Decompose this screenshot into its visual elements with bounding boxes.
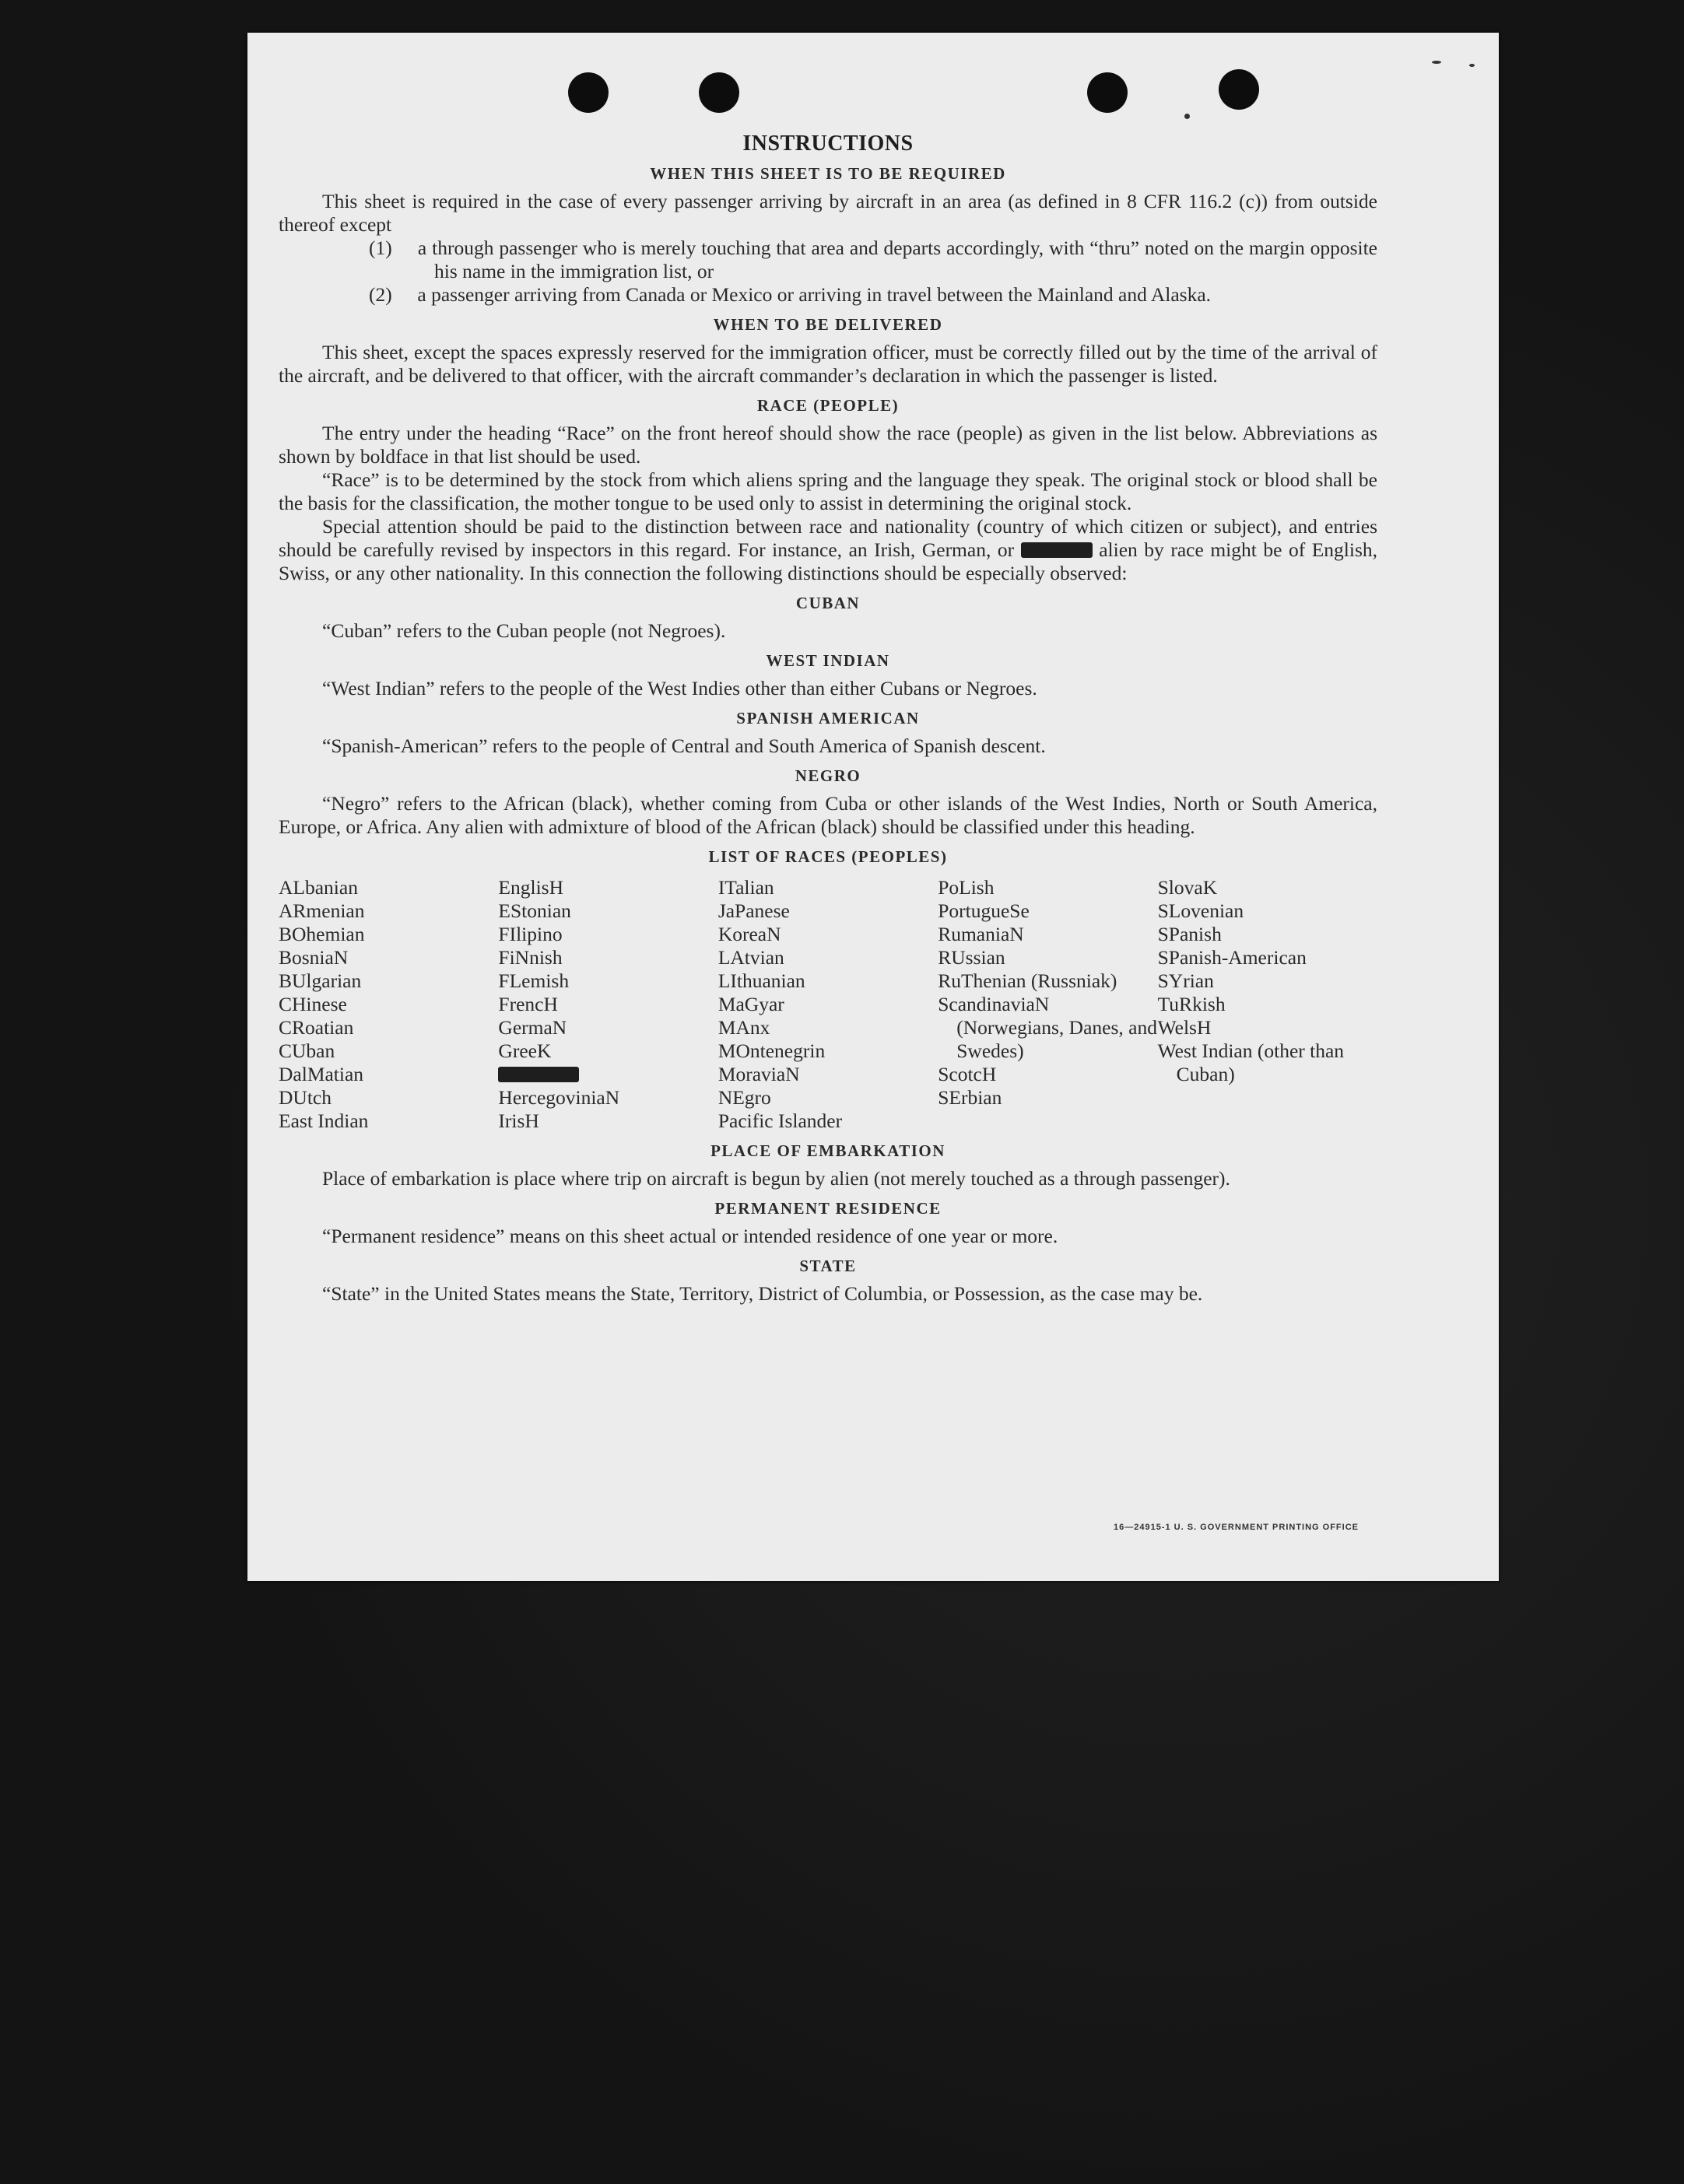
required-item-1 [279, 237, 1377, 283]
race-entry: IrisH [498, 1110, 539, 1132]
item-text: a passenger arriving from Canada or Mexico or arriving in travel between the Mainland and Alaska. [417, 283, 1212, 306]
race-column [1158, 876, 1377, 1133]
item-number: (1) [369, 237, 392, 259]
race-entry: SLovenian [1157, 899, 1244, 922]
section-heading-spanish-american: SPANISH AMERICAN [736, 709, 920, 727]
race-paragraph-3-part-a: Special attention should be paid to the distinction between race and nationality (country of which citizen or subject), and entries should be carefully revised by inspectors in this regard. For instance, an Irish, German, or [279, 515, 1377, 561]
residence-text: “Permanent residence” means on this sheet actual or intended residence of one year or more. [322, 1225, 1058, 1247]
race-entry: East Indian [279, 1110, 369, 1132]
race-entry: RUssian [938, 946, 1005, 969]
race-entry: WelsH [1157, 1016, 1212, 1039]
section-heading-negro: NEGRO [795, 766, 861, 785]
punch-hole [1219, 69, 1259, 110]
section-heading-cuban: CUBAN [795, 594, 861, 612]
race-entry: MAnx [717, 1016, 770, 1039]
race-entry: SYrian [1157, 969, 1214, 992]
race-entry: DalMatian [279, 1063, 364, 1085]
speck [1432, 61, 1441, 64]
race-column [498, 876, 717, 1133]
race-paragraph-2: “Race” is to be determined by the stock from which aliens spring and the language they speak. The original stock or blood shall be the basis for the classification, the mother tongue to be used only to assist in determining the original stock. [279, 468, 1377, 514]
race-entry: FrencH [498, 993, 558, 1015]
race-entry: CUban [279, 1039, 335, 1062]
redaction-mark [498, 1067, 579, 1082]
race-entry: EStonian [498, 899, 571, 922]
race-entry: RumaniaN [938, 923, 1024, 945]
speck [1184, 114, 1190, 119]
race-entry: ScandinaviaN (Norwegians, Danes, and Swedes) [938, 993, 1157, 1062]
race-entry: SErbian [938, 1086, 1002, 1109]
section-heading-race: RACE (PEOPLE) [756, 396, 900, 415]
document-page [247, 33, 1499, 1581]
race-entry: ITalian [717, 876, 774, 899]
state-text: “State” in the United States means the State, Territory, District of Columbia, or Possession, as the case may be. [322, 1282, 1203, 1305]
section-heading-list-of-races: LIST OF RACES (PEOPLES) [708, 847, 948, 866]
race-entry: MoraviaN [717, 1063, 800, 1085]
delivered-text: This sheet, except the spaces expressly reserved for the immigration officer, must be correctly filled out by the time of the arrival of the aircraft, and be delivered to that officer, with the aircraft commander’s declaration in which the passenger is listed. [279, 341, 1377, 387]
redaction-mark [1021, 542, 1093, 558]
race-entry: PoLish [938, 876, 995, 899]
section-heading-delivered: WHEN TO BE DELIVERED [713, 315, 943, 334]
printing-office-footer: 16—24915-1 U. S. GOVERNMENT PRINTING OFFICE [1113, 1523, 1359, 1532]
race-entry: ALbanian [279, 876, 358, 899]
item-number: (2) [369, 283, 392, 306]
race-entry: MOntenegrin [717, 1039, 826, 1062]
embarkation-text: Place of embarkation is place where trip on aircraft is begun by alien (not merely touched as a through passenger). [322, 1167, 1230, 1190]
race-entry: EnglisH [498, 876, 563, 899]
race-column [279, 876, 498, 1133]
race-paragraph-3-part-b: alien by race might be of English, Swiss, or any other nationality. In this connection the following distinctions should be especially observed: [279, 538, 1378, 584]
race-entry: BUlgarian [279, 969, 362, 992]
required-intro: This sheet is required in the case of every passenger arriving by aircraft in an area (as defined in 8 CFR 116.2 (c)) from outside thereof except [279, 190, 1377, 236]
race-entry: KoreaN [717, 923, 781, 945]
instructions-content [279, 132, 1377, 1306]
spanish-american-text: “Spanish-American” refers to the people of Central and South America of Spanish descent. [322, 734, 1046, 757]
race-entry: RuThenian (Russniak) [938, 969, 1117, 992]
race-paragraph-1: The entry under the heading “Race” on the front hereof should show the race (people) as given in the list below. Abbreviations as shown by boldface in that list should be used. [279, 422, 1377, 468]
required-item-2 [279, 283, 1377, 307]
cuban-text: “Cuban” refers to the Cuban people (not Negroes). [322, 619, 726, 642]
race-entry: HercegoviniaN [498, 1086, 620, 1109]
punch-hole [699, 72, 739, 113]
race-entry: JaPanese [717, 899, 790, 922]
race-entry: GreeK [498, 1039, 552, 1062]
section-heading-embarkation: PLACE OF EMBARKATION [710, 1141, 945, 1160]
race-entry: PortugueSe [938, 899, 1030, 922]
item-text: a through passenger who is merely touching that area and departs accordingly, with “thru” noted on the margin opposite his name in the immigration list, or [417, 237, 1378, 282]
race-entry: SPanish [1157, 923, 1222, 945]
race-list [279, 876, 1377, 1133]
race-paragraph-3 [279, 515, 1377, 585]
speck [1469, 64, 1475, 67]
race-entry: FLemish [498, 969, 570, 992]
west-indian-text: “West Indian” refers to the people of the West Indies other than either Cubans or Negroes. [322, 677, 1037, 699]
race-entry: FiNnish [498, 946, 563, 969]
race-entry: FIlipino [498, 923, 563, 945]
race-entry: SlovaK [1157, 876, 1218, 899]
race-entry: Pacific Islander [717, 1110, 843, 1132]
race-column [718, 876, 938, 1133]
race-entry: CHinese [279, 993, 347, 1015]
page-title: INSTRUCTIONS [742, 131, 914, 156]
punch-hole [568, 72, 609, 113]
race-entry: CRoatian [279, 1016, 354, 1039]
race-entry: DUtch [279, 1086, 332, 1109]
race-entry: BOhemian [279, 923, 365, 945]
race-entry: ARmenian [279, 899, 365, 922]
race-entry: MaGyar [717, 993, 784, 1015]
race-column [938, 876, 1157, 1133]
race-entry: LAtvian [717, 946, 784, 969]
section-heading-state: STATE [799, 1257, 857, 1275]
race-entry: ScotcH [938, 1063, 997, 1085]
race-entry: SPanish-American [1157, 946, 1307, 969]
section-heading-residence: PERMANENT RESIDENCE [714, 1199, 942, 1218]
race-entry: LIthuanian [717, 969, 805, 992]
race-entry: GermaN [498, 1016, 567, 1039]
race-entry: West Indian (other than Cuban) [1157, 1039, 1345, 1085]
negro-text: “Negro” refers to the African (black), whether coming from Cuba or other islands of the West Indies, North or South America, Europe, or Africa. Any alien with admixture of blood of the African (black) should be classified under this heading. [279, 792, 1377, 838]
race-entry: TuRkish [1157, 993, 1226, 1015]
race-entry-redacted [498, 1063, 717, 1086]
race-entry: NEgro [717, 1086, 771, 1109]
section-heading-required: WHEN THIS SHEET IS TO BE REQUIRED [650, 164, 1006, 183]
punch-hole [1087, 72, 1128, 113]
race-entry: BosniaN [279, 946, 349, 969]
section-heading-west-indian: WEST INDIAN [766, 651, 890, 670]
